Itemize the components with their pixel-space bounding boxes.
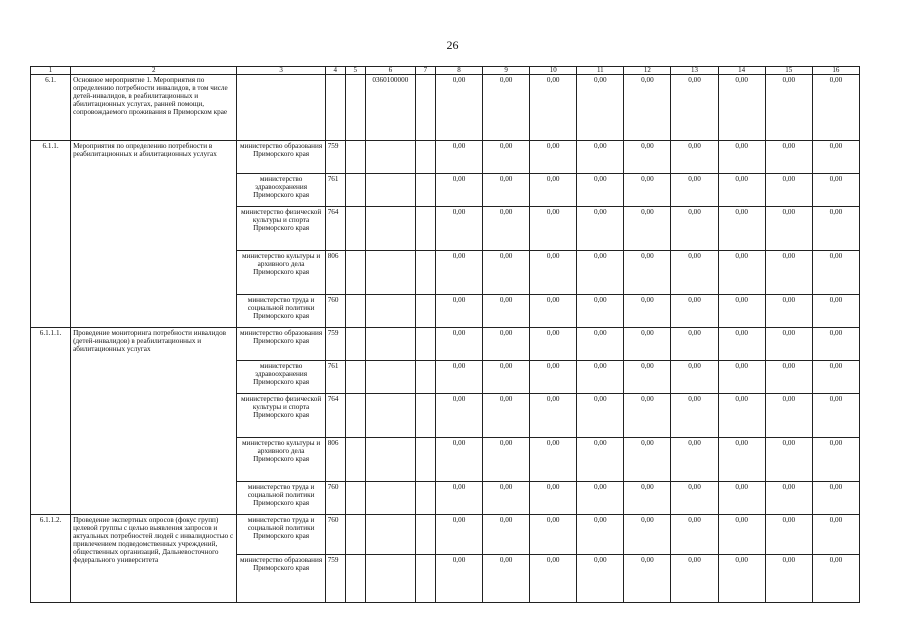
col-7-cell bbox=[415, 295, 435, 328]
amount-cell: 0,00 bbox=[577, 295, 624, 328]
amount-cell: 0,00 bbox=[624, 438, 671, 482]
col-7-cell bbox=[415, 515, 435, 555]
col-7-cell bbox=[415, 207, 435, 251]
amount-cell: 0,00 bbox=[435, 361, 482, 394]
amount-cell: 0,00 bbox=[624, 328, 671, 361]
amount-cell: 0,00 bbox=[671, 515, 718, 555]
target-article-code bbox=[365, 515, 415, 555]
amount-cell: 0,00 bbox=[765, 555, 812, 603]
responsible-org: министерство труда и социальной политики Приморского края bbox=[237, 295, 325, 328]
col-5-cell bbox=[345, 482, 365, 515]
amount-cell: 0,00 bbox=[671, 251, 718, 295]
table-row bbox=[31, 328, 860, 361]
target-article-code bbox=[365, 361, 415, 394]
amount-cell: 0,00 bbox=[483, 394, 530, 438]
amount-cell: 0,00 bbox=[435, 482, 482, 515]
amount-cell: 0,00 bbox=[483, 361, 530, 394]
budget-table bbox=[30, 66, 860, 603]
col-5-cell bbox=[345, 174, 365, 207]
amount-cell: 0,00 bbox=[624, 482, 671, 515]
amount-cell: 0,00 bbox=[812, 482, 859, 515]
column-number-3: 3 bbox=[237, 67, 325, 75]
column-number-row bbox=[31, 67, 860, 75]
col-5-cell bbox=[345, 75, 365, 141]
amount-cell: 0,00 bbox=[671, 482, 718, 515]
amount-cell: 0,00 bbox=[483, 207, 530, 251]
amount-cell: 0,00 bbox=[624, 515, 671, 555]
responsible-org: министерство здравоохранения Приморского края bbox=[237, 174, 325, 207]
amount-cell: 0,00 bbox=[530, 75, 577, 141]
amount-cell: 0,00 bbox=[718, 328, 765, 361]
col-7-cell bbox=[415, 328, 435, 361]
amount-cell: 0,00 bbox=[483, 515, 530, 555]
column-number-7: 7 bbox=[415, 67, 435, 75]
amount-cell: 0,00 bbox=[435, 438, 482, 482]
ministry-code: 764 bbox=[325, 394, 345, 438]
amount-cell: 0,00 bbox=[577, 75, 624, 141]
amount-cell: 0,00 bbox=[718, 174, 765, 207]
amount-cell: 0,00 bbox=[435, 141, 482, 174]
ministry-code: 761 bbox=[325, 361, 345, 394]
responsible-org: министерство здравоохранения Приморского края bbox=[237, 361, 325, 394]
col-7-cell bbox=[415, 438, 435, 482]
amount-cell: 0,00 bbox=[718, 141, 765, 174]
amount-cell: 0,00 bbox=[435, 251, 482, 295]
col-7-cell bbox=[415, 174, 435, 207]
column-number-2: 2 bbox=[71, 67, 237, 75]
amount-cell: 0,00 bbox=[765, 361, 812, 394]
amount-cell: 0,00 bbox=[624, 75, 671, 141]
column-number-10: 10 bbox=[530, 67, 577, 75]
amount-cell: 0,00 bbox=[718, 207, 765, 251]
amount-cell: 0,00 bbox=[530, 361, 577, 394]
page-number: 26 bbox=[446, 38, 459, 52]
column-number-1: 1 bbox=[31, 67, 71, 75]
item-title: Проведение экспертных опросов (фокус групп) целевой группы с целью выявления запросов и актуальных потребностей людей с инвалидностью с привлечением подведомственных учреждений, общественных организаций, Дальневосточного федерального университета bbox=[71, 515, 237, 603]
col-5-cell bbox=[345, 141, 365, 174]
ministry-code: 760 bbox=[325, 295, 345, 328]
target-article-code bbox=[365, 394, 415, 438]
target-article-code bbox=[365, 141, 415, 174]
responsible-org: министерство культуры и архивного дела Приморского края bbox=[237, 438, 325, 482]
amount-cell: 0,00 bbox=[435, 174, 482, 207]
col-7-cell bbox=[415, 251, 435, 295]
amount-cell: 0,00 bbox=[718, 75, 765, 141]
col-5-cell bbox=[345, 394, 365, 438]
responsible-org: министерство физической культуры и спорта Приморского края bbox=[237, 394, 325, 438]
amount-cell: 0,00 bbox=[812, 75, 859, 141]
item-code: 6.1. bbox=[31, 75, 71, 141]
amount-cell: 0,00 bbox=[718, 482, 765, 515]
responsible-org: министерство труда и социальной политики Приморского края bbox=[237, 482, 325, 515]
amount-cell: 0,00 bbox=[718, 361, 765, 394]
amount-cell: 0,00 bbox=[577, 555, 624, 603]
amount-cell: 0,00 bbox=[718, 438, 765, 482]
table-row bbox=[31, 141, 860, 174]
amount-cell: 0,00 bbox=[624, 251, 671, 295]
responsible-org bbox=[237, 75, 325, 141]
amount-cell: 0,00 bbox=[530, 515, 577, 555]
amount-cell: 0,00 bbox=[483, 174, 530, 207]
item-code: 6.1.1. bbox=[31, 141, 71, 328]
amount-cell: 0,00 bbox=[483, 438, 530, 482]
amount-cell: 0,00 bbox=[577, 207, 624, 251]
amount-cell: 0,00 bbox=[530, 251, 577, 295]
item-title: Мероприятия по определению потребности в реабилитационных и абилитационных услугах bbox=[71, 141, 237, 328]
amount-cell: 0,00 bbox=[624, 207, 671, 251]
amount-cell: 0,00 bbox=[530, 438, 577, 482]
amount-cell: 0,00 bbox=[483, 251, 530, 295]
responsible-org: министерство труда и социальной политики Приморского края bbox=[237, 515, 325, 555]
amount-cell: 0,00 bbox=[671, 75, 718, 141]
amount-cell: 0,00 bbox=[765, 515, 812, 555]
amount-cell: 0,00 bbox=[671, 555, 718, 603]
responsible-org: министерство культуры и архивного дела Приморского края bbox=[237, 251, 325, 295]
amount-cell: 0,00 bbox=[530, 174, 577, 207]
amount-cell: 0,00 bbox=[435, 555, 482, 603]
target-article-code bbox=[365, 295, 415, 328]
column-number-9: 9 bbox=[483, 67, 530, 75]
target-article-code bbox=[365, 555, 415, 603]
ministry-code: 759 bbox=[325, 141, 345, 174]
col-7-cell bbox=[415, 482, 435, 515]
amount-cell: 0,00 bbox=[577, 328, 624, 361]
amount-cell: 0,00 bbox=[671, 207, 718, 251]
target-article-code bbox=[365, 482, 415, 515]
amount-cell: 0,00 bbox=[435, 75, 482, 141]
amount-cell: 0,00 bbox=[483, 295, 530, 328]
column-number-6: 6 bbox=[365, 67, 415, 75]
amount-cell: 0,00 bbox=[435, 394, 482, 438]
amount-cell: 0,00 bbox=[530, 328, 577, 361]
amount-cell: 0,00 bbox=[624, 394, 671, 438]
column-number-15: 15 bbox=[765, 67, 812, 75]
col-5-cell bbox=[345, 251, 365, 295]
amount-cell: 0,00 bbox=[435, 328, 482, 361]
amount-cell: 0,00 bbox=[765, 328, 812, 361]
amount-cell: 0,00 bbox=[765, 251, 812, 295]
amount-cell: 0,00 bbox=[812, 555, 859, 603]
amount-cell: 0,00 bbox=[812, 174, 859, 207]
amount-cell: 0,00 bbox=[671, 394, 718, 438]
amount-cell: 0,00 bbox=[671, 438, 718, 482]
amount-cell: 0,00 bbox=[671, 174, 718, 207]
table-row bbox=[31, 515, 860, 555]
amount-cell: 0,00 bbox=[671, 361, 718, 394]
responsible-org: министерство образования Приморского края bbox=[237, 555, 325, 603]
amount-cell: 0,00 bbox=[435, 295, 482, 328]
amount-cell: 0,00 bbox=[483, 555, 530, 603]
amount-cell: 0,00 bbox=[765, 174, 812, 207]
amount-cell: 0,00 bbox=[718, 295, 765, 328]
ministry-code: 761 bbox=[325, 174, 345, 207]
amount-cell: 0,00 bbox=[530, 555, 577, 603]
amount-cell: 0,00 bbox=[435, 515, 482, 555]
amount-cell: 0,00 bbox=[530, 141, 577, 174]
amount-cell: 0,00 bbox=[624, 361, 671, 394]
col-5-cell bbox=[345, 555, 365, 603]
column-number-8: 8 bbox=[435, 67, 482, 75]
ministry-code: 760 bbox=[325, 515, 345, 555]
col-7-cell bbox=[415, 141, 435, 174]
amount-cell: 0,00 bbox=[812, 141, 859, 174]
col-7-cell bbox=[415, 361, 435, 394]
amount-cell: 0,00 bbox=[718, 394, 765, 438]
amount-cell: 0,00 bbox=[530, 394, 577, 438]
responsible-org: министерство образования Приморского края bbox=[237, 328, 325, 361]
amount-cell: 0,00 bbox=[765, 207, 812, 251]
column-number-5: 5 bbox=[345, 67, 365, 75]
column-number-11: 11 bbox=[577, 67, 624, 75]
amount-cell: 0,00 bbox=[624, 555, 671, 603]
amount-cell: 0,00 bbox=[577, 174, 624, 207]
ministry-code: 759 bbox=[325, 555, 345, 603]
col-5-cell bbox=[345, 207, 365, 251]
amount-cell: 0,00 bbox=[671, 295, 718, 328]
amount-cell: 0,00 bbox=[624, 141, 671, 174]
amount-cell: 0,00 bbox=[624, 295, 671, 328]
col-5-cell bbox=[345, 295, 365, 328]
item-title: Проведение мониторинга потребности инвалидов (детей-инвалидов) в реабилитационных и абилитационных услугах bbox=[71, 328, 237, 515]
column-number-12: 12 bbox=[624, 67, 671, 75]
amount-cell: 0,00 bbox=[577, 438, 624, 482]
target-article-code: 0360100000 bbox=[365, 75, 415, 141]
amount-cell: 0,00 bbox=[718, 251, 765, 295]
amount-cell: 0,00 bbox=[765, 482, 812, 515]
target-article-code bbox=[365, 174, 415, 207]
col-7-cell bbox=[415, 394, 435, 438]
target-article-code bbox=[365, 207, 415, 251]
column-number-16: 16 bbox=[812, 67, 859, 75]
amount-cell: 0,00 bbox=[577, 251, 624, 295]
amount-cell: 0,00 bbox=[483, 141, 530, 174]
amount-cell: 0,00 bbox=[765, 75, 812, 141]
ministry-code bbox=[325, 75, 345, 141]
amount-cell: 0,00 bbox=[812, 361, 859, 394]
item-code: 6.1.1.2. bbox=[31, 515, 71, 603]
column-number-14: 14 bbox=[718, 67, 765, 75]
ministry-code: 764 bbox=[325, 207, 345, 251]
amount-cell: 0,00 bbox=[530, 207, 577, 251]
col-7-cell bbox=[415, 75, 435, 141]
amount-cell: 0,00 bbox=[765, 438, 812, 482]
responsible-org: министерство образования Приморского края bbox=[237, 141, 325, 174]
amount-cell: 0,00 bbox=[577, 361, 624, 394]
amount-cell: 0,00 bbox=[765, 295, 812, 328]
amount-cell: 0,00 bbox=[577, 482, 624, 515]
col-5-cell bbox=[345, 328, 365, 361]
amount-cell: 0,00 bbox=[530, 295, 577, 328]
ministry-code: 806 bbox=[325, 438, 345, 482]
col-7-cell bbox=[415, 555, 435, 603]
amount-cell: 0,00 bbox=[812, 295, 859, 328]
amount-cell: 0,00 bbox=[483, 328, 530, 361]
amount-cell: 0,00 bbox=[577, 515, 624, 555]
amount-cell: 0,00 bbox=[718, 515, 765, 555]
amount-cell: 0,00 bbox=[812, 207, 859, 251]
target-article-code bbox=[365, 251, 415, 295]
amount-cell: 0,00 bbox=[765, 394, 812, 438]
amount-cell: 0,00 bbox=[530, 482, 577, 515]
table-row bbox=[31, 75, 860, 141]
amount-cell: 0,00 bbox=[812, 251, 859, 295]
col-5-cell bbox=[345, 438, 365, 482]
ministry-code: 760 bbox=[325, 482, 345, 515]
amount-cell: 0,00 bbox=[624, 174, 671, 207]
amount-cell: 0,00 bbox=[483, 482, 530, 515]
amount-cell: 0,00 bbox=[718, 555, 765, 603]
target-article-code bbox=[365, 438, 415, 482]
amount-cell: 0,00 bbox=[765, 141, 812, 174]
item-title: Основное мероприятие 1. Мероприятия по определению потребности инвалидов, в том числе детей-инвалидов, в реабилитационных и абилитационных услугах, ранней помощи, сопровождаемого проживания в Приморском крае bbox=[71, 75, 237, 141]
amount-cell: 0,00 bbox=[671, 141, 718, 174]
amount-cell: 0,00 bbox=[812, 328, 859, 361]
column-number-13: 13 bbox=[671, 67, 718, 75]
ministry-code: 759 bbox=[325, 328, 345, 361]
responsible-org: министерство физической культуры и спорта Приморского края bbox=[237, 207, 325, 251]
col-5-cell bbox=[345, 515, 365, 555]
ministry-code: 806 bbox=[325, 251, 345, 295]
amount-cell: 0,00 bbox=[483, 75, 530, 141]
item-code: 6.1.1.1. bbox=[31, 328, 71, 515]
column-number-4: 4 bbox=[325, 67, 345, 75]
amount-cell: 0,00 bbox=[577, 141, 624, 174]
amount-cell: 0,00 bbox=[577, 394, 624, 438]
amount-cell: 0,00 bbox=[812, 394, 859, 438]
amount-cell: 0,00 bbox=[435, 207, 482, 251]
amount-cell: 0,00 bbox=[812, 515, 859, 555]
amount-cell: 0,00 bbox=[812, 438, 859, 482]
amount-cell: 0,00 bbox=[671, 328, 718, 361]
target-article-code bbox=[365, 328, 415, 361]
col-5-cell bbox=[345, 361, 365, 394]
